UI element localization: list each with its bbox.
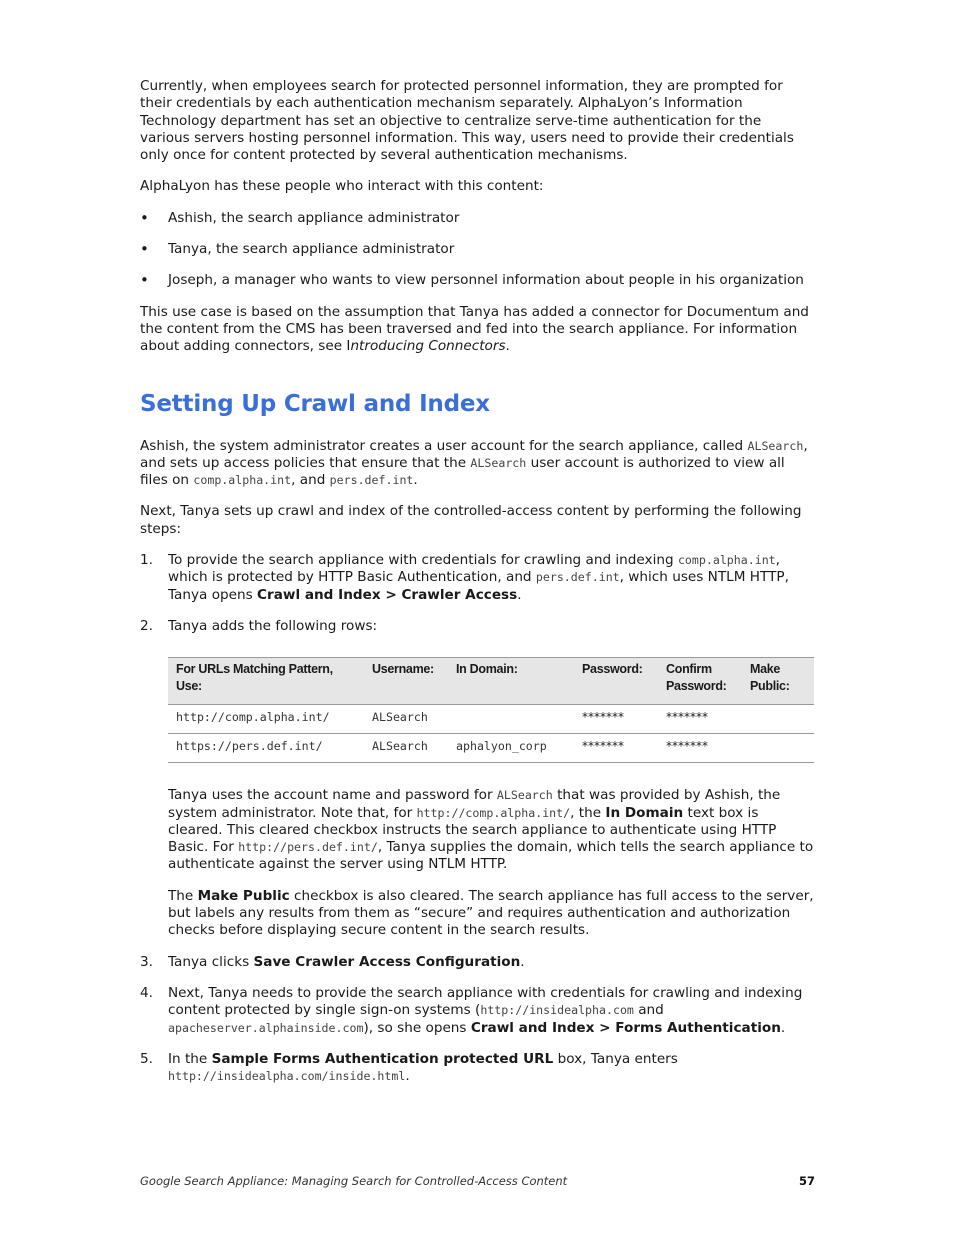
step-number: 3. bbox=[140, 953, 153, 970]
list-item: • Joseph, a manager who wants to view personnel information about people in his organization bbox=[140, 272, 815, 289]
page-footer bbox=[140, 1174, 815, 1188]
step-2-explanation: Tanya uses the account name and password for ALSearch that was provided by Ashish, the system administrator. Note that, for http://comp.alpha.int/, the In Domain text box is cleared. This cleared checkbox instructs the search appliance to authenticate using HTTP Basic. For http://pers.def.int/, Tanya supplies the domain, which tells the search appliance to authenticate against the server using NTLM HTTP. bbox=[168, 787, 814, 873]
table-row: https://pers.def.int/ ALSearch aphalyon_corp ******* ******* bbox=[168, 734, 814, 763]
step-2-make-public-note: The Make Public checkbox is also cleared. The search appliance has full access to the server, but labels any results from them as “secure” and requires authentication and authorization checks before displaying secure content in the search results. bbox=[168, 887, 814, 939]
code-comp-alpha: comp.alpha.int bbox=[193, 473, 292, 488]
step-2: 2. Tanya adds the following rows: For URLs Matching Pattern, Use: Username: In Domain: Password: Confirm Password: Make Public: http://comp.alpha.int/ ALSearch ******* ******* https://pers.def.int/ ALSearch aphalyon_corp ******* ******* Tanya uses the account name and password for ALSearch that was provided by Ashish, the system administrator. Note that, for http://comp.alpha.int/, the In Domain text box is cleared. This cleared checkbox instructs the search appliance to authenticate using HTTP Basic. For http://pers.def.int/, Tanya supplies the domain, which tells the search appliance to authenticate against the server using NTLM HTTP. The Make Public checkbox is also cleared. The search appliance has full access to the server, but labels any results from them as “secure” and requires authentication and authorization checks before displaying secure content in the search results. bbox=[140, 617, 814, 939]
menu-path: Crawl and Index > Crawler Access bbox=[257, 586, 518, 603]
step-4: 4. Next, Tanya needs to provide the search appliance with credentials for crawling and indexing content protected by single sign-on systems (http://insidealpha.com and apacheserver.alphainside.com), so she opens Crawl and Index > Forms Authentication. bbox=[140, 984, 803, 1036]
step-1: 1. To provide the search appliance with credentials for crawling and indexing comp.alpha.int, which is protected by HTTP Basic Authentication, and pers.def.int, which uses NTLM HTTP, Tanya opens Crawl and Index > Crawler Access. bbox=[140, 552, 789, 603]
column-header: Confirm Password: bbox=[658, 658, 742, 705]
page-number: 57 bbox=[798, 1174, 815, 1188]
section-paragraph: Ashish, the system administrator creates a user account for the search appliance, called ALSearch, and sets up access policies that ensure that the ALSearch user account is authorized to view all files on comp.alpha.int, and pers.def.int. bbox=[140, 437, 808, 489]
table-header-row bbox=[168, 658, 814, 705]
step-number: 2. bbox=[140, 617, 153, 634]
column-header: Password: bbox=[574, 658, 658, 705]
credentials-table bbox=[168, 657, 814, 763]
intro-paragraph: Currently, when employees search for protected personnel information, they are prompted for their credentials by each authentication mechanism separately. AlphaLyon’s Information Technology department has set an objective to centralize serve-time authentication for the various servers hosting personnel information. This way, users need to provide their credentials only once for content protected by several authentication mechanisms. bbox=[140, 78, 794, 164]
footer-title: Google Search Appliance: Managing Search for Controlled-Access Content bbox=[140, 1174, 568, 1188]
assumption-paragraph: This use case is based on the assumption that Tanya has added a connector for Documentum and the content from the CMS has been traversed and fed into the search appliance. For information about adding connectors, see Introducing Connectors. bbox=[140, 303, 809, 355]
intro-people-lead: AlphaLyon has these people who interact with this content: bbox=[140, 178, 544, 195]
code-alsearch: ALSearch bbox=[747, 438, 804, 453]
step-number: 4. bbox=[140, 984, 153, 1001]
table-row: http://comp.alpha.int/ ALSearch ******* ******* bbox=[168, 705, 814, 734]
step-number: 5. bbox=[140, 1050, 153, 1067]
list-item: • Tanya, the search appliance administrator bbox=[140, 241, 815, 258]
step-5: 5. In the Sample Forms Authentication protected URL box, Tanya enters http://insidealpha.com/inside.html. bbox=[140, 1050, 678, 1085]
column-header: Username: bbox=[364, 658, 448, 705]
connectors-reference: ntroducing Connectors bbox=[350, 338, 506, 355]
steps-lead: Next, Tanya sets up crawl and index of the controlled-access content by performing the following steps: bbox=[140, 503, 802, 537]
code-pers-def: pers.def.int bbox=[329, 473, 414, 488]
steps-list bbox=[140, 552, 815, 1085]
people-list bbox=[140, 210, 815, 290]
column-header: For URLs Matching Pattern, Use: bbox=[168, 658, 364, 705]
document-page bbox=[140, 78, 815, 1099]
column-header: In Domain: bbox=[448, 658, 574, 705]
column-header: Make Public: bbox=[742, 658, 814, 705]
section-heading: Setting Up Crawl and Index bbox=[140, 390, 490, 417]
list-item: • Ashish, the search appliance administrator bbox=[140, 210, 815, 227]
code-alsearch: ALSearch bbox=[470, 455, 527, 470]
step-number: 1. bbox=[140, 552, 153, 569]
step-3: 3. Tanya clicks Save Crawler Access Configuration. bbox=[140, 953, 525, 970]
